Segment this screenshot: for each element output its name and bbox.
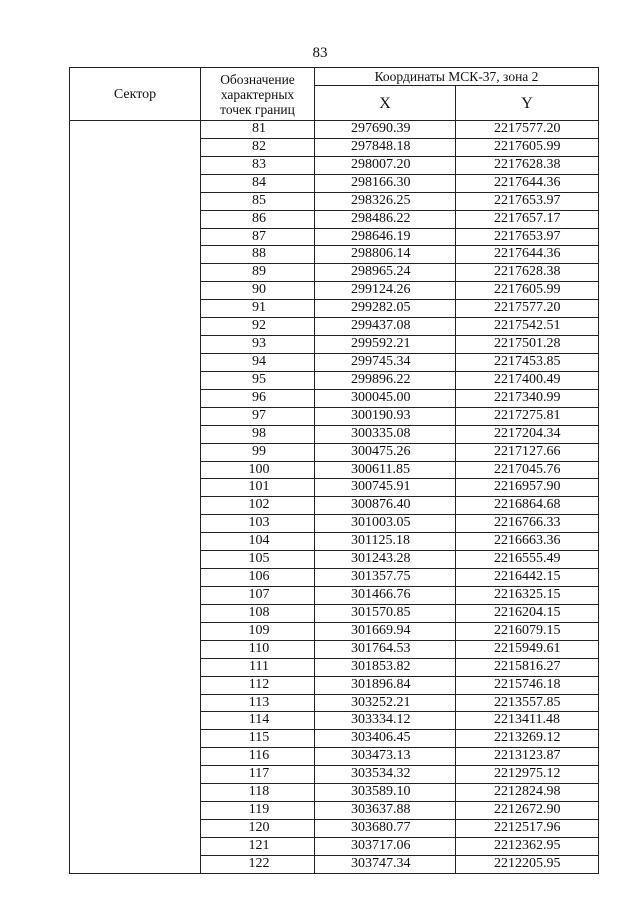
point-number-cell: 110 <box>201 640 315 658</box>
y-coordinate-cell: 2213557.85 <box>456 694 599 712</box>
x-coordinate-cell: 300745.91 <box>315 479 456 497</box>
point-number-cell: 105 <box>201 551 315 569</box>
point-number-cell: 113 <box>201 694 315 712</box>
y-coordinate-cell: 2216204.15 <box>456 604 599 622</box>
x-coordinate-cell: 299437.08 <box>315 318 456 336</box>
x-coordinate-cell: 303589.10 <box>315 784 456 802</box>
x-coordinate-cell: 303534.32 <box>315 766 456 784</box>
point-header-line: характерных <box>220 86 295 102</box>
y-coordinate-cell: 2215816.27 <box>456 658 599 676</box>
y-coordinate-cell: 2217653.97 <box>456 228 599 246</box>
x-coordinate-cell: 301669.94 <box>315 622 456 640</box>
table-body <box>70 121 599 874</box>
point-number-cell: 89 <box>201 264 315 282</box>
point-number-cell: 122 <box>201 855 315 873</box>
point-number-cell: 118 <box>201 784 315 802</box>
point-number-cell: 106 <box>201 569 315 587</box>
sector-cell <box>70 121 201 874</box>
table-header <box>70 68 599 121</box>
x-coordinate-cell: 300876.40 <box>315 497 456 515</box>
y-coordinate-cell: 2217644.36 <box>456 246 599 264</box>
y-coordinate-cell: 2213269.12 <box>456 730 599 748</box>
y-coordinate-cell: 2217628.38 <box>456 156 599 174</box>
y-coordinate-cell: 2216957.90 <box>456 479 599 497</box>
x-coordinate-cell: 299745.34 <box>315 353 456 371</box>
y-header: Y <box>456 86 599 121</box>
y-coordinate-cell: 2217644.36 <box>456 174 599 192</box>
y-coordinate-cell: 2217204.34 <box>456 425 599 443</box>
y-coordinate-cell: 2217501.28 <box>456 336 599 354</box>
point-number-cell: 120 <box>201 819 315 837</box>
point-number-cell: 103 <box>201 515 315 533</box>
point-number-cell: 93 <box>201 336 315 354</box>
point-number-cell: 81 <box>201 121 315 139</box>
x-coordinate-cell: 303680.77 <box>315 819 456 837</box>
y-coordinate-cell: 2216555.49 <box>456 551 599 569</box>
point-number-cell: 117 <box>201 766 315 784</box>
x-coordinate-cell: 303334.12 <box>315 712 456 730</box>
point-number-cell: 95 <box>201 371 315 389</box>
y-coordinate-cell: 2213411.48 <box>456 712 599 730</box>
x-coordinate-cell: 303406.45 <box>315 730 456 748</box>
x-coordinate-cell: 298965.24 <box>315 264 456 282</box>
x-coordinate-cell: 301357.75 <box>315 569 456 587</box>
point-number-cell: 83 <box>201 156 315 174</box>
point-number-cell: 112 <box>201 676 315 694</box>
x-coordinate-cell: 303717.06 <box>315 837 456 855</box>
point-number-cell: 100 <box>201 461 315 479</box>
point-number-cell: 114 <box>201 712 315 730</box>
point-number-cell: 107 <box>201 586 315 604</box>
x-coordinate-cell: 299592.21 <box>315 336 456 354</box>
point-number-cell: 104 <box>201 533 315 551</box>
point-header-line: Обозначение <box>220 71 295 87</box>
y-coordinate-cell: 2217542.51 <box>456 318 599 336</box>
page-number: 83 <box>312 45 328 61</box>
x-coordinate-cell: 297848.18 <box>315 138 456 156</box>
x-coordinate-cell: 301896.84 <box>315 676 456 694</box>
y-coordinate-cell: 2212824.98 <box>456 784 599 802</box>
point-number-cell: 90 <box>201 282 315 300</box>
point-header-line: точек границ <box>220 101 295 117</box>
point-number-cell: 88 <box>201 246 315 264</box>
y-coordinate-cell: 2212362.95 <box>456 837 599 855</box>
x-coordinate-cell: 301003.05 <box>315 515 456 533</box>
point-number-cell: 97 <box>201 407 315 425</box>
point-number-cell: 121 <box>201 837 315 855</box>
x-coordinate-cell: 298326.25 <box>315 192 456 210</box>
y-coordinate-cell: 2212975.12 <box>456 766 599 784</box>
point-number-cell: 108 <box>201 604 315 622</box>
y-coordinate-cell: 2217657.17 <box>456 210 599 228</box>
y-coordinate-cell: 2217605.99 <box>456 138 599 156</box>
point-number-cell: 115 <box>201 730 315 748</box>
y-coordinate-cell: 2213123.87 <box>456 748 599 766</box>
x-coordinate-cell: 301466.76 <box>315 586 456 604</box>
y-coordinate-cell: 2215746.18 <box>456 676 599 694</box>
point-number-cell: 94 <box>201 353 315 371</box>
y-coordinate-cell: 2216325.15 <box>456 586 599 604</box>
x-coordinate-cell: 303252.21 <box>315 694 456 712</box>
x-coordinate-cell: 301243.28 <box>315 551 456 569</box>
y-coordinate-cell: 2212672.90 <box>456 802 599 820</box>
y-coordinate-cell: 2216442.15 <box>456 569 599 587</box>
point-number-cell: 101 <box>201 479 315 497</box>
x-coordinate-cell: 298007.20 <box>315 156 456 174</box>
x-coordinate-cell: 299282.05 <box>315 300 456 318</box>
x-coordinate-cell: 301570.85 <box>315 604 456 622</box>
point-number-cell: 109 <box>201 622 315 640</box>
y-coordinate-cell: 2217605.99 <box>456 282 599 300</box>
x-coordinate-cell: 298806.14 <box>315 246 456 264</box>
x-coordinate-cell: 299124.26 <box>315 282 456 300</box>
y-coordinate-cell: 2216864.68 <box>456 497 599 515</box>
point-number-cell: 86 <box>201 210 315 228</box>
x-coordinate-cell: 303473.13 <box>315 748 456 766</box>
sector-header: Сектор <box>70 68 201 121</box>
point-header <box>201 68 315 121</box>
y-coordinate-cell: 2217400.49 <box>456 371 599 389</box>
y-coordinate-cell: 2216663.36 <box>456 533 599 551</box>
y-coordinate-cell: 2217577.20 <box>456 300 599 318</box>
y-coordinate-cell: 2217045.76 <box>456 461 599 479</box>
y-coordinate-cell: 2217127.66 <box>456 443 599 461</box>
coordinates-table <box>69 67 599 874</box>
y-coordinate-cell: 2217577.20 <box>456 121 599 139</box>
x-coordinate-cell: 301764.53 <box>315 640 456 658</box>
x-coordinate-cell: 298486.22 <box>315 210 456 228</box>
y-coordinate-cell: 2216079.15 <box>456 622 599 640</box>
point-number-cell: 119 <box>201 802 315 820</box>
x-coordinate-cell: 300045.00 <box>315 389 456 407</box>
y-coordinate-cell: 2215949.61 <box>456 640 599 658</box>
point-number-cell: 84 <box>201 174 315 192</box>
coords-header: Координаты МСК-37, зона 2 <box>315 68 599 86</box>
y-coordinate-cell: 2217453.85 <box>456 353 599 371</box>
x-coordinate-cell: 298166.30 <box>315 174 456 192</box>
x-coordinate-cell: 297690.39 <box>315 121 456 139</box>
point-number-cell: 96 <box>201 389 315 407</box>
point-number-cell: 98 <box>201 425 315 443</box>
point-number-cell: 99 <box>201 443 315 461</box>
y-coordinate-cell: 2212205.95 <box>456 855 599 873</box>
y-coordinate-cell: 2216766.33 <box>456 515 599 533</box>
point-number-cell: 111 <box>201 658 315 676</box>
x-coordinate-cell: 303747.34 <box>315 855 456 873</box>
x-coordinate-cell: 300335.08 <box>315 425 456 443</box>
x-coordinate-cell: 300475.26 <box>315 443 456 461</box>
y-coordinate-cell: 2212517.96 <box>456 819 599 837</box>
y-coordinate-cell: 2217340.99 <box>456 389 599 407</box>
y-coordinate-cell: 2217275.81 <box>456 407 599 425</box>
point-number-cell: 116 <box>201 748 315 766</box>
x-coordinate-cell: 298646.19 <box>315 228 456 246</box>
x-coordinate-cell: 299896.22 <box>315 371 456 389</box>
point-number-cell: 82 <box>201 138 315 156</box>
point-number-cell: 85 <box>201 192 315 210</box>
point-number-cell: 92 <box>201 318 315 336</box>
table-row <box>70 121 599 139</box>
point-number-cell: 87 <box>201 228 315 246</box>
y-coordinate-cell: 2217653.97 <box>456 192 599 210</box>
x-coordinate-cell: 301125.18 <box>315 533 456 551</box>
x-coordinate-cell: 300611.85 <box>315 461 456 479</box>
point-number-cell: 91 <box>201 300 315 318</box>
x-coordinate-cell: 301853.82 <box>315 658 456 676</box>
x-coordinate-cell: 303637.88 <box>315 802 456 820</box>
y-coordinate-cell: 2217628.38 <box>456 264 599 282</box>
point-number-cell: 102 <box>201 497 315 515</box>
x-header: X <box>315 86 456 121</box>
x-coordinate-cell: 300190.93 <box>315 407 456 425</box>
